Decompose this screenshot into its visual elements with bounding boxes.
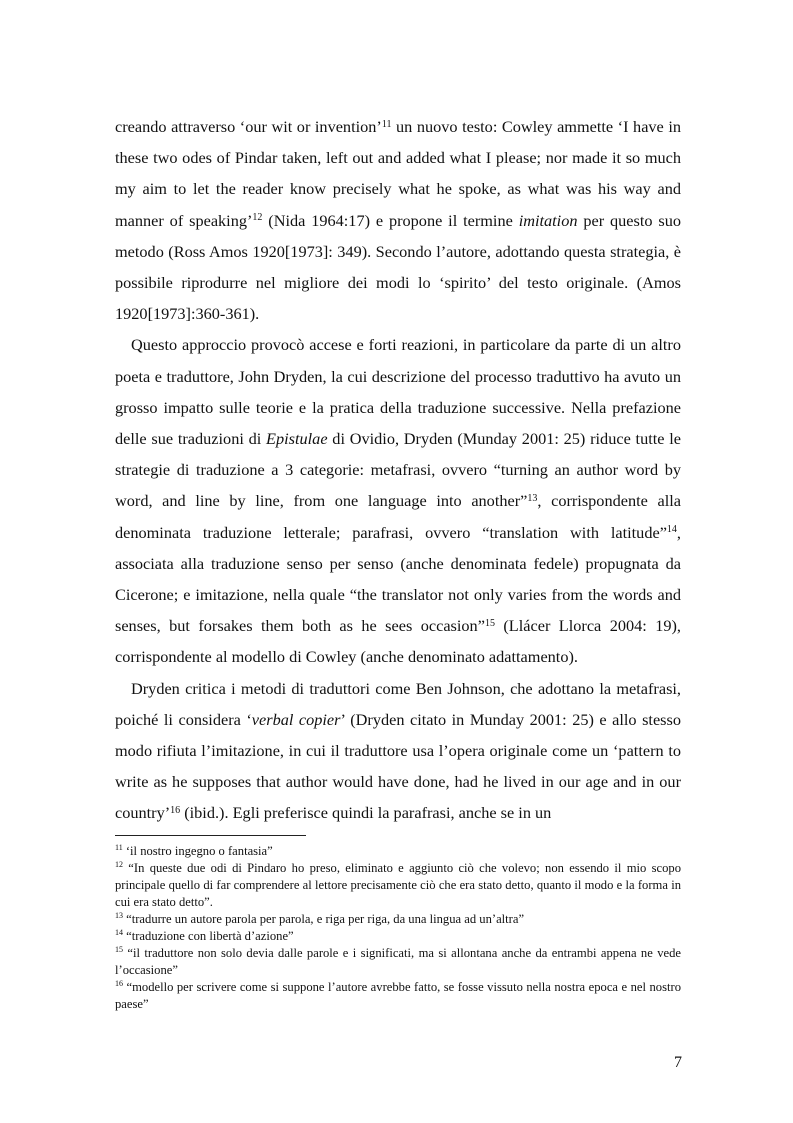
- italic-term: verbal copier: [251, 709, 341, 729]
- text-run: (Llácer Llorca 2004: 19), corrispondente al modello di Cowley (anche denominato adattamento).: [115, 616, 682, 667]
- footnote-text: “il traduttore non solo devia dalle parole e i significati, ma si allontana anche da entrambi appena ne vede l’occasione”: [115, 946, 681, 977]
- footnote-ref: 13: [527, 493, 538, 505]
- footnote-16: [115, 979, 681, 1013]
- text-run: ’ (Dryden citato in Munday 2001: 25) e allo stesso modo rifiuta l’imitazione, in cui il traduttore usa l’opera originale come un ‘pattern to write as he supposes that author would have done, had he lived in our age and in our country’: [115, 709, 681, 823]
- footnote-ref: 14: [666, 524, 677, 536]
- footnote-text: “traduzione con libertà d’azione”: [123, 929, 294, 943]
- footnote-text: “In queste due odi di Pindaro ho preso, eliminato e aggiunto ciò che volevo; non essendo il mio scopo principale quello di far comprendere al lettore precisamente ciò che era stato detto, quanto il modo e la forma in cui era stato detto”.: [115, 861, 681, 909]
- footnote-number: 11: [115, 842, 123, 852]
- footnote-15: [115, 945, 681, 979]
- footnote-number: 12: [115, 859, 123, 869]
- text-run: per questo suo metodo (Ross Amos 1920[1973]: 349). Secondo l’autore, adottando questa strategia, è possibile riprodurre nel migliore dei modi lo ‘spirito’ del testo originale. (Amos 1920[1973]:360-361).: [115, 210, 682, 324]
- text-run: Dryden critica i metodi di traduttori come Ben Johnson, che adottano la metafrasi, poiché li considera ‘: [115, 678, 681, 729]
- text-run: (ibid.). Egli preferisce quindi la parafrasi, anche se in un: [180, 803, 552, 823]
- text-run: , corrispondente alla denominata traduzione letterale; parafrasi, ovvero “translation with latitude”: [115, 491, 681, 542]
- footnote-ref: 12: [252, 212, 263, 224]
- footnote-text: “modello per scrivere come si suppone l’autore avrebbe fatto, se fosse vissuto nella nostra epoca e nel nostro paese”: [115, 980, 681, 1011]
- footnote-ref: 16: [170, 805, 181, 817]
- footnote-number: 13: [115, 910, 123, 920]
- footnote-number: 16: [115, 978, 123, 988]
- footnote-text: “tradurre un autore parola per parola, e riga per riga, da una lingua ad un’altra”: [123, 912, 525, 926]
- footnote-12: [115, 860, 681, 911]
- paragraph-3: [115, 673, 681, 829]
- italic-term: imitation: [518, 210, 578, 230]
- italic-title: Epistulae: [266, 429, 328, 449]
- text-run: , associata alla traduzione senso per senso (anche denominata fedele) propugnata da Cicerone; e imitazione, nella quale “the translator not only varies from the words and senses, but forsakes them both as he sees occasion”: [115, 522, 681, 636]
- footnote-separator: [115, 835, 306, 836]
- paragraph-1: [115, 111, 681, 329]
- text-run: di Ovidio, Dryden (Munday 2001: 25) riduce tutte le strategie di traduzione a 3 categorie: metafrasi, ovvero “turning an author word by word, and line by line, from one language into another”: [115, 429, 681, 511]
- text-run: Questo approccio provocò accese e forti reazioni, in particolare da parte di un altro poeta e traduttore, John Dryden, la cui descrizione del processo traduttivo ha avuto un grosso impatto sulle teorie e la pratica della traduzione successive. Nella prefazione delle sue traduzioni di: [115, 335, 681, 449]
- footnote-number: 15: [115, 944, 123, 954]
- text-run: un nuovo testo: Cowley ammette ‘I have in these two odes of Pindar taken, left out and added what I please; nor made it so much my aim to let the reader know precisely what he spoke, as what was his way and manner of speaking’: [115, 117, 681, 230]
- footnote-14: [115, 928, 681, 945]
- footnote-text: ‘il nostro ingegno o fantasia”: [122, 844, 273, 858]
- footnote-11: [115, 843, 681, 860]
- text-run: (Nida 1964:17) e propone il termine: [262, 210, 519, 230]
- main-text: [115, 111, 681, 829]
- text-run: creando attraverso ‘our wit or invention’: [115, 117, 382, 136]
- footnote-ref: 11: [381, 118, 392, 130]
- paragraph-2: [115, 329, 681, 672]
- footnote-ref: 15: [484, 617, 495, 629]
- footnotes: [115, 843, 681, 1013]
- footnote-number: 14: [115, 927, 123, 937]
- footnote-13: [115, 911, 681, 928]
- page-number: 7: [674, 1054, 682, 1071]
